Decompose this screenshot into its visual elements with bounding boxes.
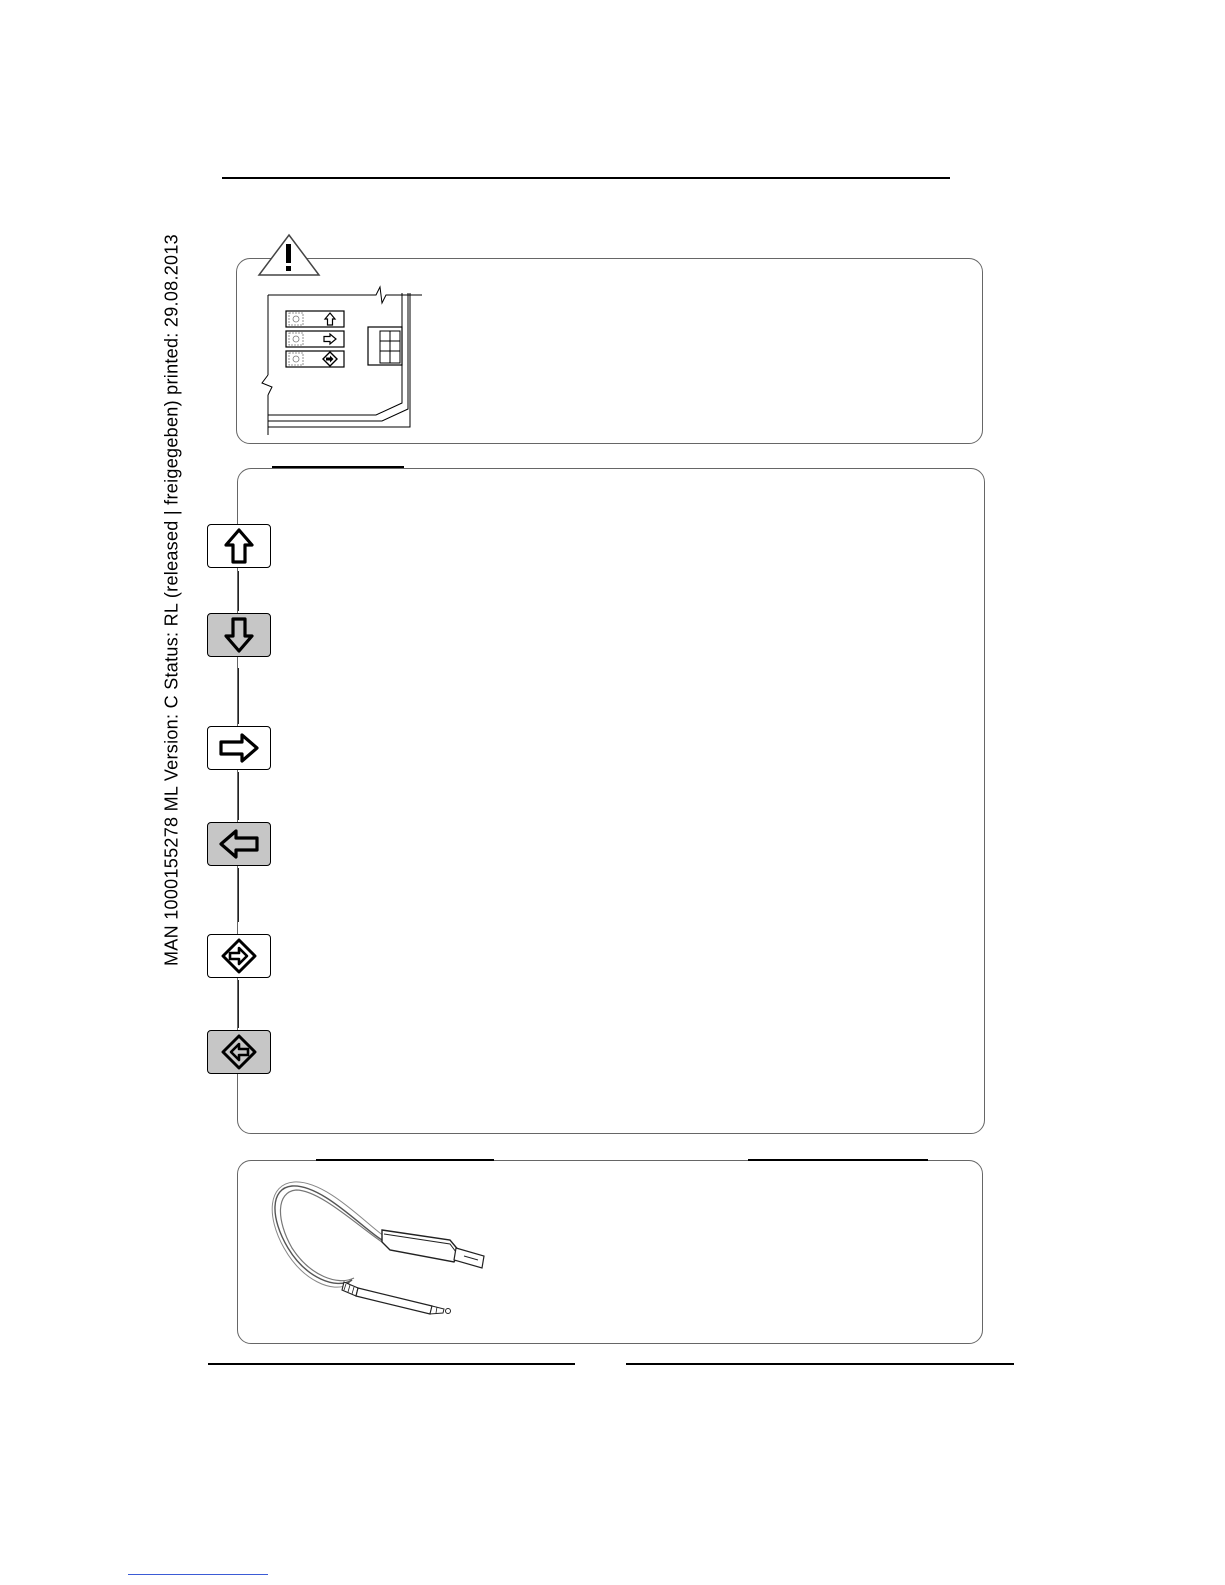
key-connector-line xyxy=(238,571,239,611)
device-keypad-drawing xyxy=(258,283,424,435)
arrow-right-key xyxy=(207,726,271,770)
key-connector-line xyxy=(238,980,239,1028)
arrow-left-key xyxy=(207,822,271,866)
arrow-up-icon xyxy=(224,528,254,564)
key-connector-line xyxy=(238,772,239,820)
detail-arrow-up-key xyxy=(286,311,344,327)
keys-panel-heading-rule xyxy=(272,466,404,468)
warning-triangle-icon xyxy=(256,232,322,278)
footer-rule-left xyxy=(208,1363,575,1365)
detail-arrow-right-key xyxy=(286,331,344,347)
arrow-down-icon xyxy=(224,617,254,653)
footer-rule-right xyxy=(626,1363,1014,1365)
arrow-left-icon xyxy=(219,829,259,859)
arrow-down-key xyxy=(207,613,271,657)
cable-panel-heading-rule-right xyxy=(748,1159,928,1161)
usb-programming-cable-image xyxy=(266,1178,496,1320)
key-connector-line xyxy=(238,668,239,724)
page-link-underline[interactable] xyxy=(128,1562,268,1575)
cable-panel-heading-rule-left xyxy=(316,1159,494,1161)
enter-key xyxy=(207,934,271,978)
back-key xyxy=(207,1030,271,1074)
header-rule xyxy=(222,177,950,179)
detail-enter-key xyxy=(286,351,344,367)
arrow-right-icon xyxy=(219,733,259,763)
arrow-up-key xyxy=(207,524,271,568)
back-icon xyxy=(221,1034,257,1070)
document-info: MAN 1000155278 ML Version: C Status: RL (released | freigegeben) printed: 29.08.2013 xyxy=(161,234,182,966)
detail-connector-block xyxy=(368,327,402,365)
key-connector-line xyxy=(238,868,239,922)
keys-panel xyxy=(237,468,985,1134)
enter-icon xyxy=(221,938,257,974)
